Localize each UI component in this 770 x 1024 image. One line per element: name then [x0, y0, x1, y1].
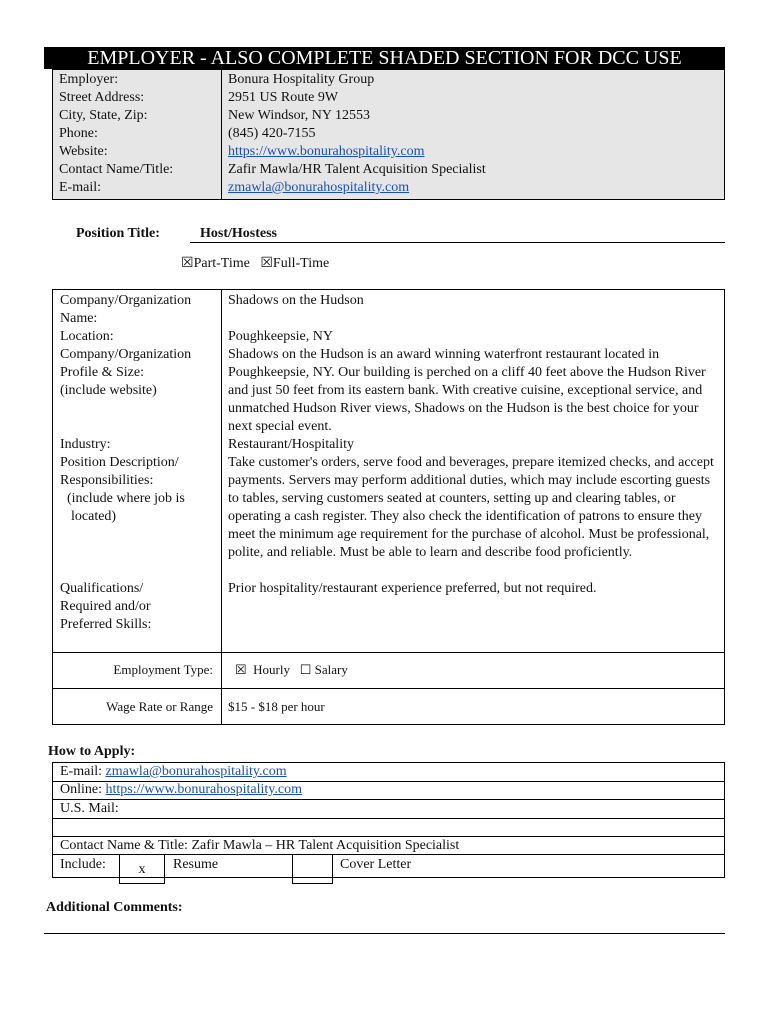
employer-field-value: 2951 US Route 9W: [228, 90, 339, 105]
qualifications-value: Prior hospitality/restaurant experience preferred, but not required.: [228, 581, 597, 596]
employer-field-label: E-mail:: [59, 180, 101, 195]
employer-row: [53, 161, 724, 179]
description-value: Take customer's orders, serve food and beverages, prepare itemized checks, and accept payments. Servers may perform additional duties, which may include escorting guests to tables, serving customers seated at counters, setting up and clearing tables, or operating a cash register. They also check the identification of patrons to ensure they meet the minimum age requirement for the purchase of alcohol. Must be professional, polite, and reliable. Must be able to learn and describe food proficiently.: [228, 455, 714, 560]
wage-label: Wage Rate or Range: [106, 699, 213, 714]
employer-field-label: Phone:: [59, 126, 98, 141]
row-divider: [53, 652, 724, 653]
contact-line: Contact Name & Title: Zafir Mawla – HR Talent Acquisition Specialist: [60, 838, 460, 853]
employment-type-options: [235, 661, 727, 679]
cover-letter-label: Cover Letter: [340, 857, 412, 872]
column-divider: [221, 290, 222, 725]
full-time-checkbox[interactable]: ☒: [260, 256, 273, 271]
apply-online-row: [60, 781, 302, 799]
position-title-underline: [190, 242, 725, 243]
employer-field-value: Bonura Hospitality Group: [228, 72, 375, 87]
employer-row: [53, 125, 724, 143]
qualifications-label-line-2: Required and/or: [60, 599, 151, 614]
org-name-label: Company/Organization Name:: [60, 293, 192, 326]
qualifications-label-line-1: Qualifications/: [60, 581, 144, 596]
description-label-line-4: located): [71, 509, 117, 524]
work-schedule-options: [181, 255, 329, 272]
row-divider: [53, 818, 724, 819]
apply-email-link[interactable]: zmawla@bonurahospitality.com: [105, 764, 287, 779]
industry-value: Restaurant/Hospitality: [228, 437, 354, 452]
qualifications-label-line-3: Preferred Skills:: [60, 617, 152, 632]
employer-row: [53, 71, 724, 89]
employer-field-label: Street Address:: [59, 90, 145, 105]
resume-label: Resume: [173, 857, 219, 872]
row-divider: [53, 799, 724, 800]
employer-field-link[interactable]: zmawla@bonurahospitality.com: [228, 180, 410, 195]
employer-row: [53, 107, 724, 125]
full-time-label: Full-Time: [272, 256, 330, 271]
location-value: Poughkeepsie, NY: [228, 329, 333, 344]
part-time-label: Part-Time: [193, 256, 250, 271]
description-label-line-3: (include where job is: [67, 491, 185, 506]
section-header: EMPLOYER - ALSO COMPLETE SHADED SECTION FOR DCC USE: [44, 47, 725, 69]
how-to-apply-table: [52, 762, 725, 878]
how-to-apply-title: How to Apply:: [48, 744, 136, 759]
employer-field-value: Zafir Mawla/HR Talent Acquisition Specialist: [228, 162, 486, 177]
salary-label: Salary: [314, 662, 348, 677]
employer-row: [53, 143, 724, 161]
cover-letter-checkbox[interactable]: [292, 854, 333, 884]
employer-field-value: New Windsor, NY 12553: [228, 108, 370, 123]
industry-label: Industry:: [60, 437, 111, 452]
position-details-table: [52, 289, 725, 725]
apply-mail-label: U.S. Mail:: [60, 801, 119, 816]
additional-comments-line: [44, 933, 725, 934]
employer-field-link[interactable]: https://www.bonurahospitality.com: [228, 144, 425, 159]
profile-label-line-3: (include website): [60, 383, 157, 398]
salary-checkbox[interactable]: ☐: [299, 662, 312, 677]
apply-email-label: E-mail:: [60, 764, 102, 779]
part-time-checkbox[interactable]: ☒: [181, 256, 194, 271]
employer-info-table: [52, 69, 725, 200]
employment-type-label: Employment Type:: [113, 662, 213, 677]
wage-value: $15 - $18 per hour: [228, 699, 325, 714]
employer-row: [53, 89, 724, 107]
employer-field-label: City, State, Zip:: [59, 108, 148, 123]
description-label-line-1: Position Description/: [60, 455, 179, 470]
location-label: Location:: [60, 329, 114, 344]
apply-email-row: [60, 763, 287, 781]
description-label-line-2: Responsibilities:: [60, 473, 154, 488]
apply-online-link[interactable]: https://www.bonurahospitality.com: [105, 782, 302, 797]
hourly-label: Hourly: [253, 662, 290, 677]
profile-label-line-2: Profile & Size:: [60, 365, 144, 380]
profile-value: Shadows on the Hudson is an award winning waterfront restaurant located in Poughkeepsie, NY. Our building is perched on a cliff 40 feet above the Hudson River and just 50 feet from its eastern bank. With creative cuisine, exceptional service, and unmatched Hudson River views, Shadows on the Hudson is the best choice for your next special event.: [228, 347, 706, 434]
row-divider: [53, 688, 724, 689]
profile-label-line-1: Company/Organization: [60, 347, 192, 362]
employer-field-label: Contact Name/Title:: [59, 162, 174, 177]
additional-comments-label: Additional Comments:: [46, 900, 183, 915]
employer-field-value: (845) 420-7155: [228, 126, 316, 141]
hourly-checkbox[interactable]: ☒: [235, 662, 247, 677]
org-name-value: Shadows on the Hudson: [228, 293, 364, 308]
resume-checkbox[interactable]: x: [119, 854, 165, 884]
position-title-value: Host/Hostess: [200, 226, 277, 241]
employer-field-label: Employer:: [59, 72, 119, 87]
include-label: Include:: [60, 857, 106, 872]
position-title-label: Position Title:: [76, 226, 160, 241]
employer-row: [53, 179, 724, 197]
apply-online-label: Online:: [60, 782, 102, 797]
employer-field-label: Website:: [59, 144, 108, 159]
